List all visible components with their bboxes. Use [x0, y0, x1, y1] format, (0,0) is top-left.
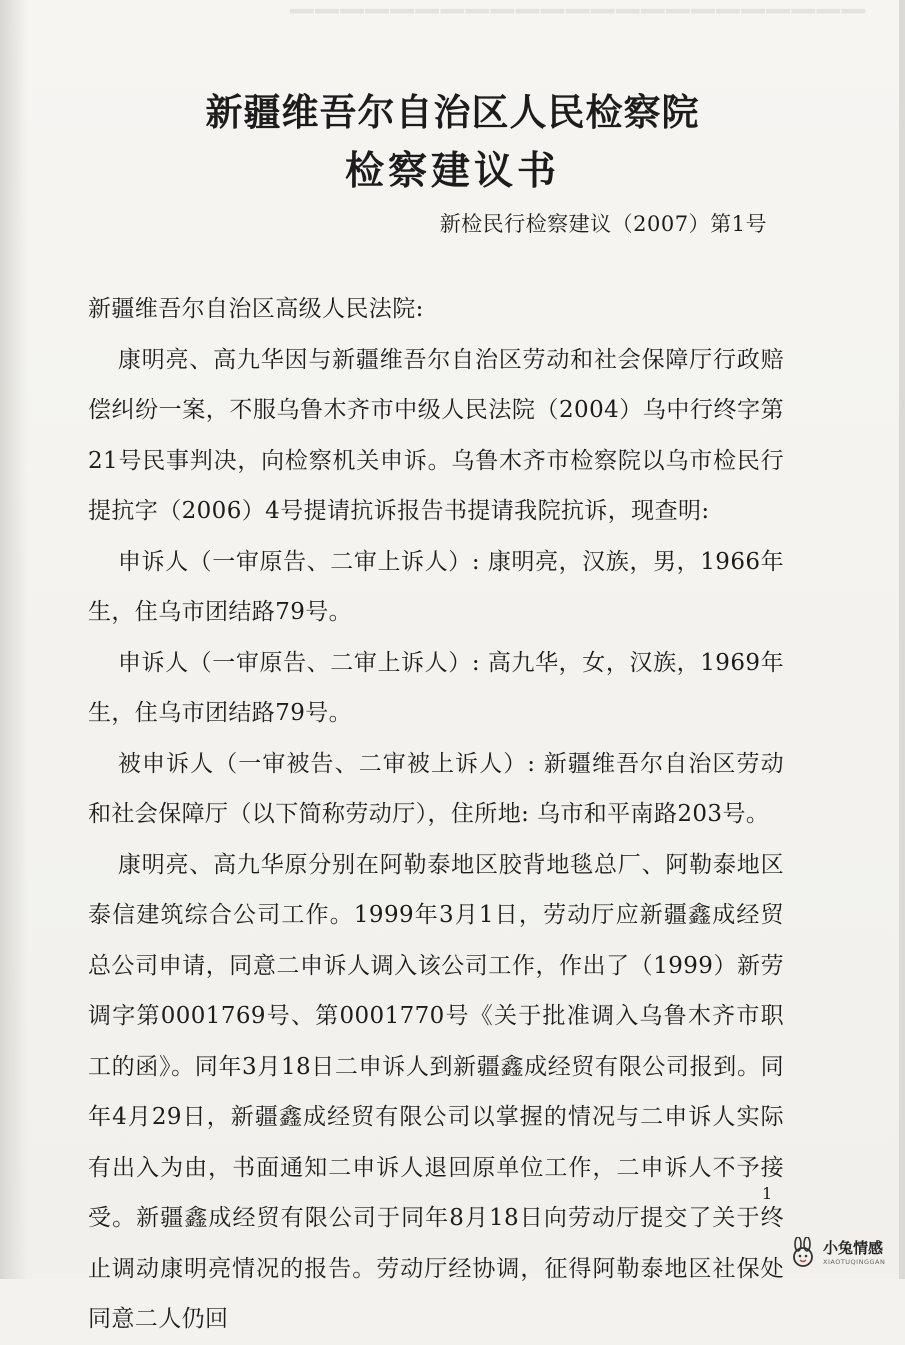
show-through-texture: ▔▔▔▔▔▔▔▔▔▔▔▔▔▔▔▔▔▔▔▔▔▔▔ [288, 10, 865, 45]
document-body [88, 284, 784, 1345]
rabbit-logo-icon [787, 1237, 819, 1269]
site-watermark [787, 1233, 897, 1273]
document-type-title: 检察建议书 [344, 148, 560, 194]
paragraph-petitioner-1: 申诉人（一审原告、二审上诉人）: 康明亮，汉族，男，1966年生，住乌市团结路79号。 [88, 548, 784, 625]
paragraph-respondent: 被申诉人（一审被告、二审被上诉人）: 新疆维吾尔自治区劳动和社会保障厅（以下简称劳动厅），住所地: 乌市和平南路203号。 [88, 750, 784, 827]
paragraph-case-summary: 康明亮、高九华因与新疆维吾尔自治区劳动和社会保障厅行政赔偿纠纷一案，不服乌鲁木齐市中级人民法院（2004）乌中行终字第21号民事判决，向检察机关申诉。乌鲁木齐市检察院以乌市检民行提抗字（2006）4号提请抗诉报告书提请我院抗诉，现查明: [88, 346, 784, 524]
paragraph-petitioner-2: 申诉人（一审原告、二审上诉人）: 高九华，女，汉族，1969年生，住乌市团结路79号。 [88, 649, 784, 726]
document-issuer-title: 新疆维吾尔自治区人民检察院 [205, 90, 700, 134]
page-number: 1 [762, 1184, 773, 1203]
watermark-text [823, 1238, 886, 1266]
document-number: 新检民行检察建议（2007）第1号 [439, 212, 767, 236]
watermark-domain: XIAOTUQINGGAN [823, 1257, 886, 1266]
addressee: 新疆维吾尔自治区高级人民法院: [88, 296, 424, 322]
watermark-name: 小兔情感 [823, 1238, 884, 1257]
paragraph-facts: 康明亮、高九华原分别在阿勒泰地区胶背地毯总厂、阿勒泰地区泰信建筑综合公司工作。1999年3月1日，劳动厅应新疆鑫成经贸总公司申请，同意二申诉人调入该公司工作，作出了（1999）新劳调字第0001769号、第0001770号《关于批准调入乌鲁木齐市职工的函》。同年3月18日二申诉人到新疆鑫成经贸有限公司报到。同年4月29日，新疆鑫成经贸有限公司以掌握的情况与二申诉人实际有出入为由，书面通知二申诉人退回原单位工作，二申诉人不予接受。新疆鑫成经贸有限公司于同年8月18日向劳动厅提交了关于终止调动康明亮情况的报告。劳动厅经协调，征得阿勒泰地区社保处同意二人仍回 [88, 851, 784, 1332]
